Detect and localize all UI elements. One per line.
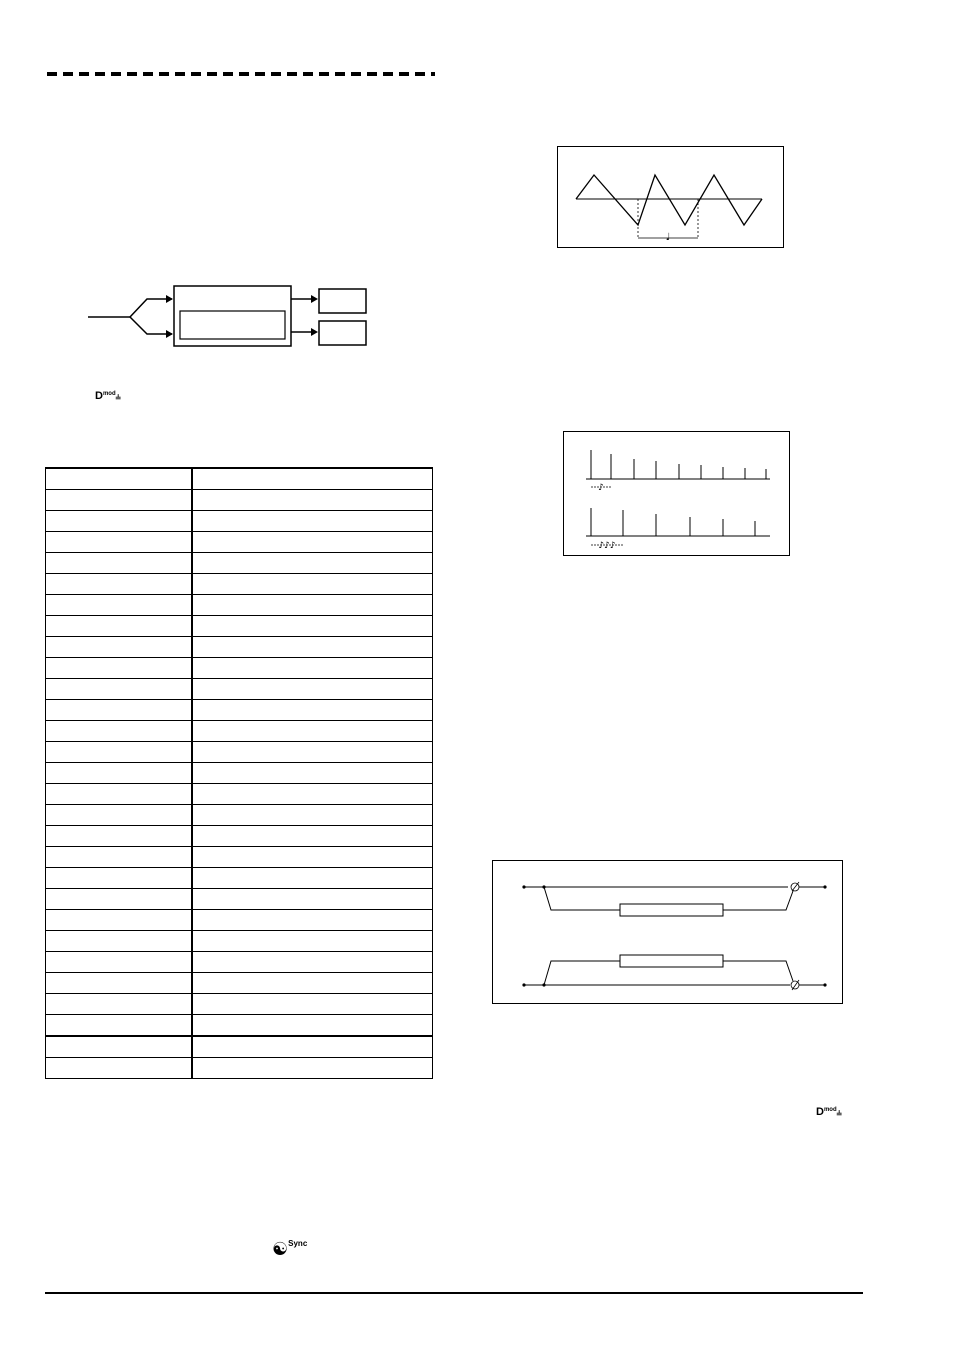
parameter-value-cell: [192, 763, 433, 784]
table-row: [46, 616, 433, 637]
table-row: [46, 721, 433, 742]
step-timing-figure: [563, 431, 790, 556]
parameter-value-cell: [192, 1058, 433, 1079]
parameter-name-cell: [46, 910, 193, 931]
parameter-name-cell: [46, 468, 193, 490]
table-row: [46, 910, 433, 931]
parameter-value-cell: [192, 553, 433, 574]
table-row: [46, 973, 433, 994]
parameter-value-cell: [192, 490, 433, 511]
parameter-name-cell: [46, 511, 193, 532]
parameter-name-cell: [46, 952, 193, 973]
footer-rule: [45, 1292, 863, 1294]
parameter-value-cell: [192, 616, 433, 637]
parameter-value-cell: [192, 595, 433, 616]
parameter-name-cell: [46, 994, 193, 1015]
step-timing-svg: [564, 432, 789, 555]
stereo-flow-svg: [493, 861, 842, 1003]
table-row: [46, 742, 433, 763]
parameter-value-cell: [192, 952, 433, 973]
parameter-name-cell: [46, 1036, 193, 1058]
lfo-waveform-svg: [558, 147, 783, 247]
output-block-r: [319, 321, 366, 345]
period-note-label: ♩: [665, 232, 671, 243]
parameter-value-cell: [192, 826, 433, 847]
table-row: [46, 595, 433, 616]
parameter-value-cell: [192, 973, 433, 994]
triangle-wave: [576, 175, 762, 225]
parameter-name-cell: [46, 700, 193, 721]
parameter-name-cell: [46, 784, 193, 805]
table-row: [46, 679, 433, 700]
dmod-icon-right: $D^{mod}⫨$: [816, 1106, 842, 1118]
parameter-value-cell: [192, 679, 433, 700]
parameter-value-cell: [192, 658, 433, 679]
parameter-name-cell: [46, 595, 193, 616]
table-row: [46, 490, 433, 511]
table-row: [46, 952, 433, 973]
parameter-value-cell: [192, 468, 433, 490]
arrow-upper-in: [166, 295, 173, 303]
table-row: [46, 847, 433, 868]
parameter-value-cell: [192, 574, 433, 595]
parameter-name-cell: [46, 574, 193, 595]
signal-flow-diagram: [85, 282, 375, 352]
table-row: [46, 658, 433, 679]
parameter-value-cell: [192, 805, 433, 826]
effect-inner-block: [180, 311, 285, 339]
parameter-value-cell: [192, 868, 433, 889]
arrow-out-upper: [311, 295, 318, 303]
table-row: [46, 468, 433, 490]
branch-upper: [130, 299, 172, 317]
table-row: [46, 784, 433, 805]
header-dashed-rule: [47, 72, 435, 76]
parameter-table: [45, 467, 433, 1079]
parameter-name-cell: [46, 679, 193, 700]
arrow-lower-in: [166, 330, 173, 338]
parameter-value-cell: [192, 910, 433, 931]
table-row: [46, 574, 433, 595]
parameter-value-cell: [192, 1036, 433, 1058]
parameter-value-cell: [192, 1015, 433, 1037]
parameter-value-cell: [192, 721, 433, 742]
parameter-name-cell: [46, 1058, 193, 1079]
table-row: [46, 994, 433, 1015]
parameter-name-cell: [46, 616, 193, 637]
stereo-flow-figure: [492, 860, 843, 1004]
parameter-name-cell: [46, 742, 193, 763]
table-row: [46, 511, 433, 532]
parameter-name-cell: [46, 721, 193, 742]
table-row: [46, 826, 433, 847]
arrow-out-lower: [311, 328, 318, 336]
table-row: [46, 931, 433, 952]
output-block-l: [319, 289, 366, 313]
parameter-name-cell: [46, 889, 193, 910]
table-row: [46, 1015, 433, 1037]
parameter-name-cell: [46, 763, 193, 784]
table-row: [46, 805, 433, 826]
parameter-name-cell: [46, 826, 193, 847]
table-row: [46, 889, 433, 910]
parameter-name-cell: [46, 532, 193, 553]
table-row: [46, 637, 433, 658]
parameter-name-cell: [46, 868, 193, 889]
delay-block-bottom: [620, 955, 723, 967]
top-ticks: [591, 450, 766, 479]
parameter-value-cell: [192, 637, 433, 658]
parameter-name-cell: [46, 931, 193, 952]
parameter-name-cell: [46, 973, 193, 994]
table-row: [46, 1036, 433, 1058]
parameter-value-cell: [192, 847, 433, 868]
table-row: [46, 553, 433, 574]
table-row: [46, 1058, 433, 1079]
parameter-value-cell: [192, 742, 433, 763]
parameter-name-cell: [46, 553, 193, 574]
bottom-ticks: [591, 508, 755, 536]
parameter-value-cell: [192, 700, 433, 721]
parameter-value-cell: [192, 784, 433, 805]
table-row: [46, 700, 433, 721]
parameter-value-cell: [192, 511, 433, 532]
parameter-name-cell: [46, 1015, 193, 1037]
parameter-value-cell: [192, 931, 433, 952]
parameter-value-cell: [192, 532, 433, 553]
sync-icon: ☯$^{Sync}$: [272, 1239, 308, 1259]
table-row: [46, 763, 433, 784]
bottom-note-label: ♪♪♪: [598, 541, 616, 551]
parameter-value-cell: [192, 994, 433, 1015]
parameter-name-cell: [46, 847, 193, 868]
dmod-icon: $D^{mod}⫨$: [95, 390, 121, 402]
parameter-name-cell: [46, 805, 193, 826]
top-note-label: ♪: [598, 483, 604, 493]
parameter-value-cell: [192, 889, 433, 910]
delay-block-top: [620, 904, 723, 916]
parameter-name-cell: [46, 658, 193, 679]
table-row: [46, 868, 433, 889]
parameter-name-cell: [46, 637, 193, 658]
table-row: [46, 532, 433, 553]
parameter-name-cell: [46, 490, 193, 511]
branch-lower: [130, 317, 172, 334]
lfo-waveform-figure: [557, 146, 784, 248]
